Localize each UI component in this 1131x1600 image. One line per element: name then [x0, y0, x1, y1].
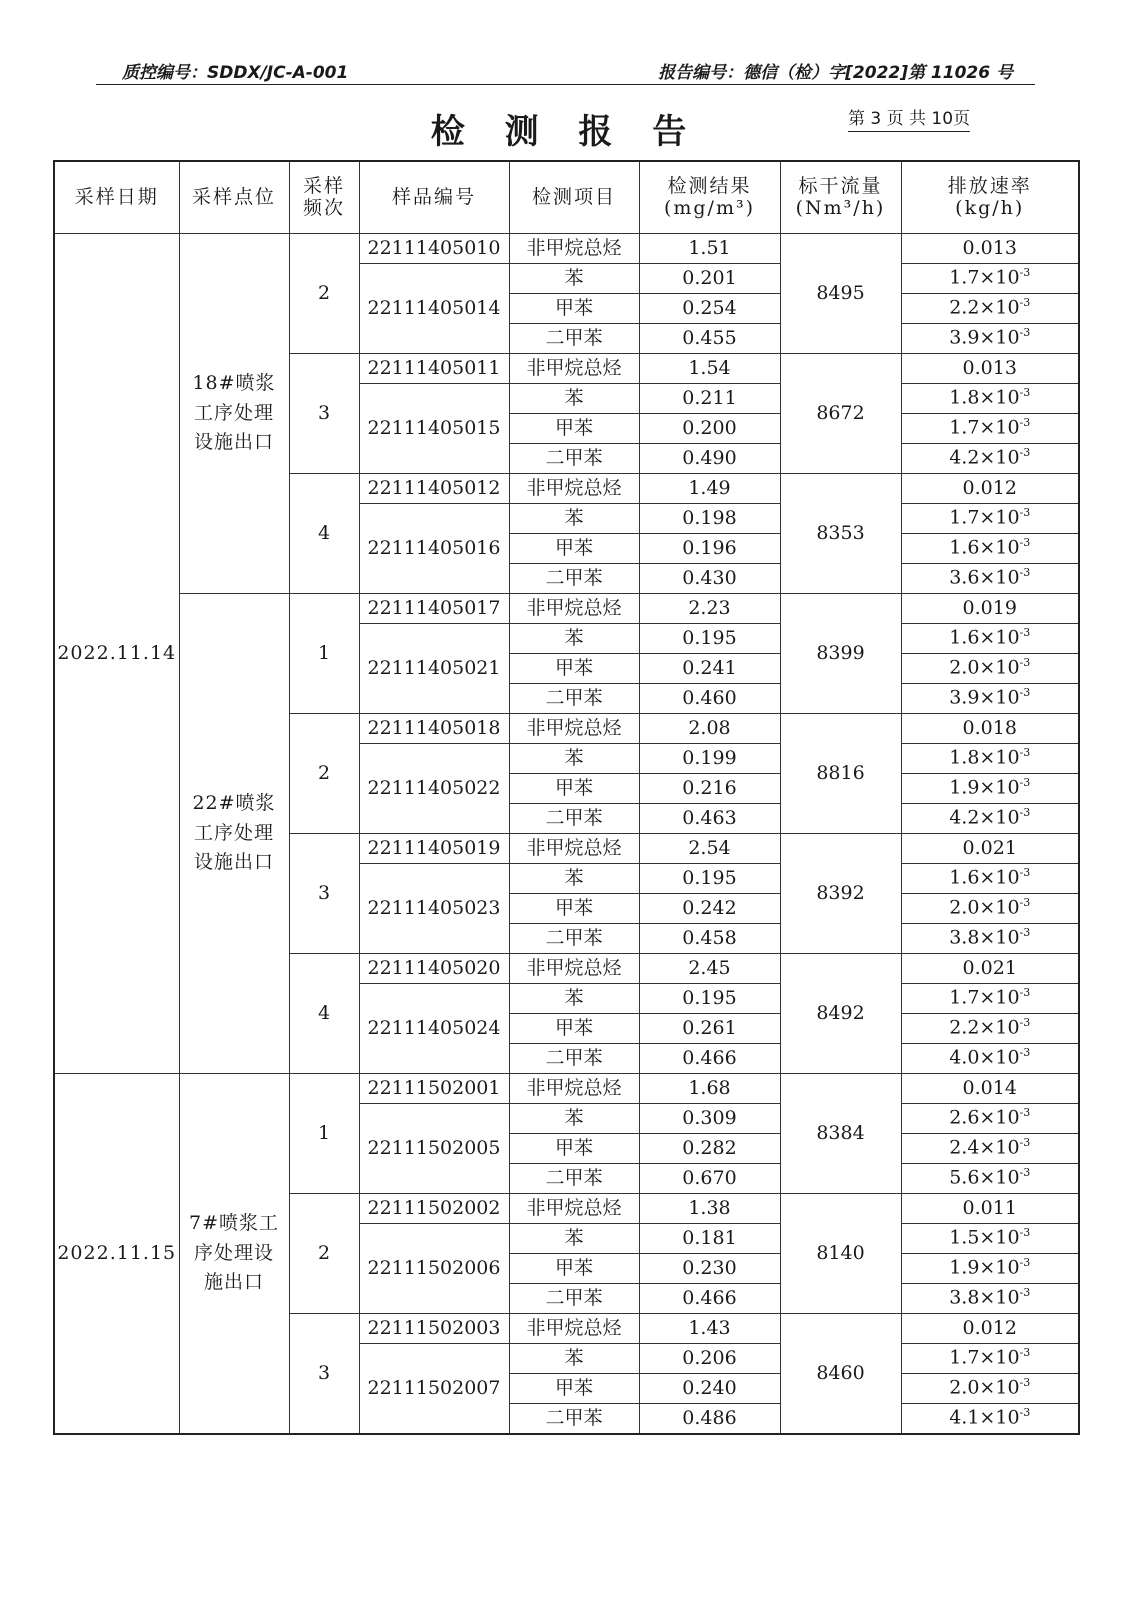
exponent: -3 [1019, 1016, 1031, 1030]
emission-rate: $4.2\times 10^{-3}$ [901, 804, 1079, 834]
test-item: 非甲烷总烃 [509, 594, 639, 624]
cell-line: 22#喷浆 [192, 792, 276, 815]
exponent: -3 [1019, 1166, 1031, 1180]
exponent: -3 [1019, 446, 1031, 460]
standard-dry-flow: 8399 [780, 594, 901, 714]
emission-rate: $1.9\times 10^{-3}$ [901, 774, 1079, 804]
cell-line: 采样 [302, 174, 345, 197]
sampling-location [179, 234, 289, 594]
emission-rate: $1.8\times 10^{-3}$ [901, 384, 1079, 414]
exponent: -3 [1019, 1406, 1031, 1420]
sampling-location [179, 1074, 289, 1435]
page-number: 第 3 页 共 10页 [848, 104, 970, 132]
test-result: 1.49 [639, 474, 780, 504]
test-item: 苯 [509, 1104, 639, 1134]
test-item: 苯 [509, 984, 639, 1014]
cell-line: 设施出口 [193, 851, 274, 874]
sample-id: 22111405012 [359, 474, 509, 504]
exponent: -3 [1019, 1376, 1031, 1390]
test-result: 0.458 [639, 924, 780, 954]
emission-rate: $1.8\times 10^{-3}$ [901, 744, 1079, 774]
sample-id: 22111405014 [359, 264, 509, 354]
exponent: -3 [1019, 1256, 1031, 1270]
standard-dry-flow: 8460 [780, 1314, 901, 1435]
test-item: 非甲烷总烃 [509, 234, 639, 264]
sample-id: 22111502006 [359, 1224, 509, 1314]
test-result: 0.309 [639, 1104, 780, 1134]
emission-rate: $2.2\times 10^{-3}$ [901, 294, 1079, 324]
table-row [54, 1074, 1079, 1104]
test-item: 苯 [509, 744, 639, 774]
sample-id: 22111502005 [359, 1104, 509, 1194]
emission-rate: $4.2\times 10^{-3}$ [901, 444, 1079, 474]
emission-rate: $2.0\times 10^{-3}$ [901, 894, 1079, 924]
test-item: 甲苯 [509, 1374, 639, 1404]
standard-dry-flow: 8392 [780, 834, 901, 954]
test-result: 2.08 [639, 714, 780, 744]
test-item: 非甲烷总烃 [509, 954, 639, 984]
qc-number: 质控编号：SDDX/JC-A-001 [122, 63, 349, 83]
standard-dry-flow: 8353 [780, 474, 901, 594]
test-item: 非甲烷总烃 [509, 354, 639, 384]
test-result: 0.242 [639, 894, 780, 924]
exponent: -3 [1019, 626, 1031, 640]
emission-rate: $2.2\times 10^{-3}$ [901, 1014, 1079, 1044]
sampling-frequency: 3 [289, 834, 359, 954]
exponent: -3 [1019, 806, 1031, 820]
test-item: 甲苯 [509, 414, 639, 444]
table-body [54, 234, 1079, 1435]
emission-rate: $5.6\times 10^{-3}$ [901, 1164, 1079, 1194]
sampling-frequency: 4 [289, 954, 359, 1074]
emission-rate: $1.7\times 10^{-3}$ [901, 984, 1079, 1014]
sampling-location [179, 594, 289, 1074]
exponent: -3 [1019, 1286, 1031, 1300]
emission-rate: 0.014 [901, 1074, 1079, 1104]
test-item: 非甲烷总烃 [509, 1074, 639, 1104]
column-header [54, 161, 179, 234]
exponent: -3 [1019, 926, 1031, 940]
test-result: 0.261 [639, 1014, 780, 1044]
test-item: 甲苯 [509, 654, 639, 684]
test-item: 甲苯 [509, 894, 639, 924]
sampling-frequency: 2 [289, 1194, 359, 1314]
emission-rate: $3.8\times 10^{-3}$ [901, 924, 1079, 954]
cell-line: 频次 [302, 196, 345, 219]
test-item: 苯 [509, 1344, 639, 1374]
exponent: -3 [1019, 266, 1031, 280]
test-result: 0.195 [639, 984, 780, 1014]
sampling-frequency: 2 [289, 714, 359, 834]
cell-line: 检测结果 [667, 174, 752, 197]
test-item: 甲苯 [509, 1254, 639, 1284]
sample-id: 22111405024 [359, 984, 509, 1074]
test-item: 非甲烷总烃 [509, 1314, 639, 1344]
emission-rate: 0.019 [901, 594, 1079, 624]
test-item: 甲苯 [509, 1014, 639, 1044]
cell-line: (kg/h) [955, 196, 1025, 219]
exponent: -3 [1019, 1226, 1031, 1240]
test-item: 二甲苯 [509, 924, 639, 954]
sample-id: 22111405017 [359, 594, 509, 624]
column-header [901, 161, 1079, 234]
emission-rate: 0.012 [901, 1314, 1079, 1344]
cell-line: 施出口 [203, 1271, 264, 1294]
cell-line: 标干流量 [798, 174, 883, 197]
test-result: 0.463 [639, 804, 780, 834]
exponent: -3 [1019, 866, 1031, 880]
cell-line: 采样日期 [74, 185, 159, 208]
emission-rate: $1.6\times 10^{-3}$ [901, 534, 1079, 564]
sample-id: 22111502002 [359, 1194, 509, 1224]
sampling-date: 2022.11.14 [54, 234, 179, 1074]
emission-rate: 0.012 [901, 474, 1079, 504]
test-item: 苯 [509, 504, 639, 534]
test-item: 甲苯 [509, 534, 639, 564]
cell-line: 工序处理 [193, 821, 274, 844]
emission-rate: $3.9\times 10^{-3}$ [901, 684, 1079, 714]
cell-line: 排放速率 [947, 174, 1032, 197]
emission-rate: $1.7\times 10^{-3}$ [901, 264, 1079, 294]
test-item: 非甲烷总烃 [509, 474, 639, 504]
test-result: 0.198 [639, 504, 780, 534]
report-number: 报告编号：德信（检）字[2022]第 11026 号 [658, 63, 1013, 83]
exponent: -3 [1019, 656, 1031, 670]
sampling-frequency: 1 [289, 594, 359, 714]
test-result: 0.466 [639, 1044, 780, 1074]
cell-line: 工序处理 [193, 401, 274, 424]
test-item: 苯 [509, 864, 639, 894]
cell-line: 采样点位 [191, 185, 276, 208]
exponent: -3 [1019, 1106, 1031, 1120]
test-item: 二甲苯 [509, 324, 639, 354]
test-result: 0.199 [639, 744, 780, 774]
sampling-frequency: 2 [289, 234, 359, 354]
emission-rate: $3.8\times 10^{-3}$ [901, 1284, 1079, 1314]
emission-rate: $1.7\times 10^{-3}$ [901, 504, 1079, 534]
test-result: 1.43 [639, 1314, 780, 1344]
test-item: 非甲烷总烃 [509, 1194, 639, 1224]
emission-rate: $3.9\times 10^{-3}$ [901, 324, 1079, 354]
sample-id: 22111405018 [359, 714, 509, 744]
test-result: 0.460 [639, 684, 780, 714]
test-result: 0.241 [639, 654, 780, 684]
test-item: 二甲苯 [509, 444, 639, 474]
cell-line: 样品编号 [391, 185, 476, 208]
cell-line: 设施出口 [193, 431, 274, 454]
test-result: 1.68 [639, 1074, 780, 1104]
test-result: 0.490 [639, 444, 780, 474]
emission-rate: $3.6\times 10^{-3}$ [901, 564, 1079, 594]
test-result: 0.206 [639, 1344, 780, 1374]
test-result: 0.201 [639, 264, 780, 294]
sampling-frequency: 1 [289, 1074, 359, 1194]
exponent: -3 [1019, 296, 1031, 310]
emission-rate: $1.6\times 10^{-3}$ [901, 864, 1079, 894]
column-header [179, 161, 289, 234]
exponent: -3 [1019, 896, 1031, 910]
table-row [54, 234, 1079, 264]
emission-rate: 0.021 [901, 954, 1079, 984]
exponent: -3 [1019, 1046, 1031, 1060]
test-result: 0.282 [639, 1134, 780, 1164]
standard-dry-flow: 8140 [780, 1194, 901, 1314]
column-header [509, 161, 639, 234]
exponent: -3 [1019, 326, 1031, 340]
emission-rate: 0.013 [901, 354, 1079, 384]
exponent: -3 [1019, 746, 1031, 760]
emission-rate: $1.6\times 10^{-3}$ [901, 624, 1079, 654]
sample-id: 22111405022 [359, 744, 509, 834]
test-item: 二甲苯 [509, 1044, 639, 1074]
test-result: 0.216 [639, 774, 780, 804]
table-row [54, 594, 1079, 624]
sample-id: 22111502003 [359, 1314, 509, 1344]
test-item: 苯 [509, 384, 639, 414]
page-title: 检 测 报 告 [430, 112, 701, 152]
sample-id: 22111405023 [359, 864, 509, 954]
sample-id: 22111405011 [359, 354, 509, 384]
emission-rate: $2.4\times 10^{-3}$ [901, 1134, 1079, 1164]
test-item: 非甲烷总烃 [509, 714, 639, 744]
sample-id: 22111502007 [359, 1344, 509, 1435]
emission-rate: $1.7\times 10^{-3}$ [901, 1344, 1079, 1374]
standard-dry-flow: 8492 [780, 954, 901, 1074]
standard-dry-flow: 8384 [780, 1074, 901, 1194]
exponent: -3 [1019, 536, 1031, 550]
sample-id: 22111405015 [359, 384, 509, 474]
test-result: 1.38 [639, 1194, 780, 1224]
cell-line: (Nm³/h) [795, 196, 886, 219]
test-result: 0.211 [639, 384, 780, 414]
sample-id: 22111405019 [359, 834, 509, 864]
test-result: 0.230 [639, 1254, 780, 1284]
test-item: 苯 [509, 624, 639, 654]
test-result: 0.196 [639, 534, 780, 564]
test-result: 2.54 [639, 834, 780, 864]
exponent: -3 [1019, 506, 1031, 520]
test-item: 甲苯 [509, 1134, 639, 1164]
sampling-date: 2022.11.15 [54, 1074, 179, 1435]
exponent: -3 [1019, 386, 1031, 400]
sampling-frequency: 3 [289, 354, 359, 474]
sampling-frequency: 4 [289, 474, 359, 594]
test-result: 0.486 [639, 1404, 780, 1435]
column-header [780, 161, 901, 234]
column-header [359, 161, 509, 234]
emission-rate: $2.6\times 10^{-3}$ [901, 1104, 1079, 1134]
test-item: 二甲苯 [509, 564, 639, 594]
emission-rate: $2.0\times 10^{-3}$ [901, 1374, 1079, 1404]
test-result: 0.670 [639, 1164, 780, 1194]
test-result: 0.466 [639, 1284, 780, 1314]
sample-id: 22111405016 [359, 504, 509, 594]
exponent: -3 [1019, 776, 1031, 790]
test-result: 0.455 [639, 324, 780, 354]
test-item: 二甲苯 [509, 1404, 639, 1435]
exponent: -3 [1019, 1346, 1031, 1360]
test-result: 1.54 [639, 354, 780, 384]
cell-line: 序处理设 [193, 1241, 274, 1264]
table-header-row [54, 161, 1079, 234]
sampling-frequency: 3 [289, 1314, 359, 1435]
standard-dry-flow: 8672 [780, 354, 901, 474]
emission-rate: $1.7\times 10^{-3}$ [901, 414, 1079, 444]
column-header [289, 161, 359, 234]
test-item: 苯 [509, 264, 639, 294]
emission-rate: 0.013 [901, 234, 1079, 264]
sample-id: 22111405020 [359, 954, 509, 984]
emission-rate: $1.5\times 10^{-3}$ [901, 1224, 1079, 1254]
emission-rate: 0.018 [901, 714, 1079, 744]
test-item: 甲苯 [509, 774, 639, 804]
exponent: -3 [1019, 986, 1031, 1000]
cell-line: (mg/m³) [663, 196, 756, 219]
exponent: -3 [1019, 566, 1031, 580]
test-result: 0.195 [639, 624, 780, 654]
standard-dry-flow: 8495 [780, 234, 901, 354]
emission-rate: $4.1\times 10^{-3}$ [901, 1404, 1079, 1435]
emission-rate: $4.0\times 10^{-3}$ [901, 1044, 1079, 1074]
test-result: 2.45 [639, 954, 780, 984]
test-item: 二甲苯 [509, 684, 639, 714]
cell-line: 7#喷浆工 [188, 1212, 279, 1235]
standard-dry-flow: 8816 [780, 714, 901, 834]
test-result: 2.23 [639, 594, 780, 624]
emission-rate: $1.9\times 10^{-3}$ [901, 1254, 1079, 1284]
sample-id: 22111405010 [359, 234, 509, 264]
test-item: 非甲烷总烃 [509, 834, 639, 864]
sample-id: 22111405021 [359, 624, 509, 714]
emission-rate: 0.011 [901, 1194, 1079, 1224]
test-item: 苯 [509, 1224, 639, 1254]
test-item: 二甲苯 [509, 1164, 639, 1194]
exponent: -3 [1019, 1136, 1031, 1150]
column-header [639, 161, 780, 234]
test-result: 0.181 [639, 1224, 780, 1254]
cell-line: 18#喷浆 [192, 372, 276, 395]
test-result: 0.240 [639, 1374, 780, 1404]
test-result: 1.51 [639, 234, 780, 264]
test-item: 二甲苯 [509, 1284, 639, 1314]
test-result: 0.200 [639, 414, 780, 444]
sample-id: 22111502001 [359, 1074, 509, 1104]
header-divider [96, 84, 1035, 85]
emission-rate: 0.021 [901, 834, 1079, 864]
test-item: 二甲苯 [509, 804, 639, 834]
test-item: 甲苯 [509, 294, 639, 324]
test-result: 0.254 [639, 294, 780, 324]
emission-rate: $2.0\times 10^{-3}$ [901, 654, 1079, 684]
results-table [53, 160, 1080, 1435]
exponent: -3 [1019, 686, 1031, 700]
cell-line: 检测项目 [531, 185, 616, 208]
test-result: 0.195 [639, 864, 780, 894]
test-result: 0.430 [639, 564, 780, 594]
exponent: -3 [1019, 416, 1031, 430]
